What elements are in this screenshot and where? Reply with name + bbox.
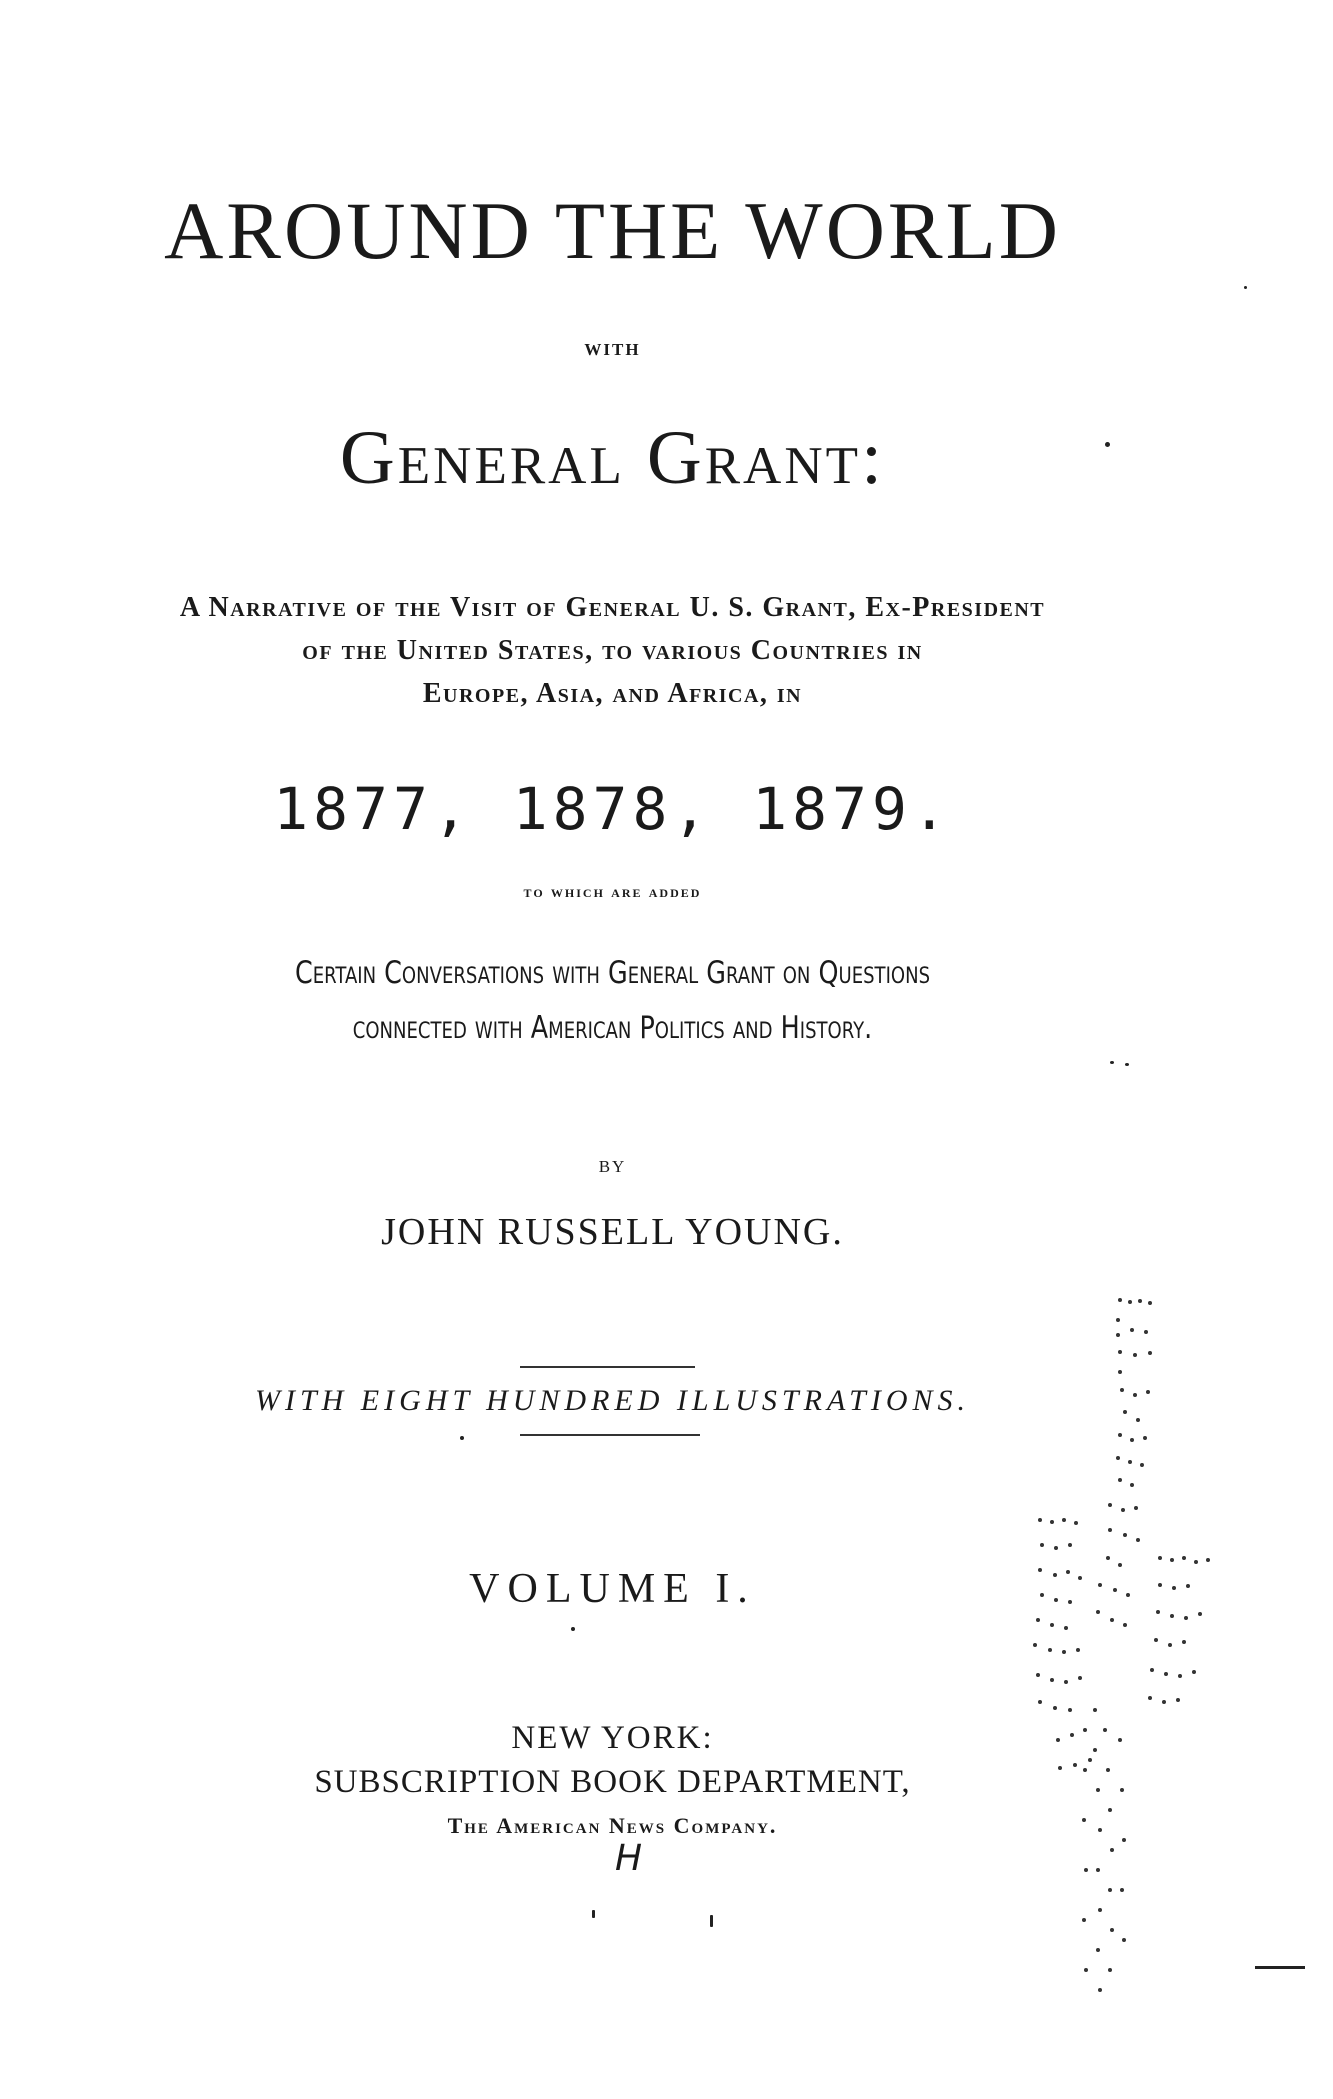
subtitle-line-3: Europe, Asia, and Africa, in — [422, 678, 803, 709]
years: 1877, 1878, 1879. — [273, 775, 952, 843]
volume-label: VOLUME I. — [469, 1566, 756, 1612]
stamp-column-4 — [1082, 1708, 1126, 1992]
with-connector: WITH — [584, 340, 641, 359]
speck-5 — [1110, 1061, 1114, 1064]
rule-bottom — [520, 1434, 700, 1436]
conversation-line-1: Certain Conversations with General Grant on Questions — [294, 955, 931, 991]
speck-8 — [710, 1915, 713, 1927]
main-title: AROUND THE WORLD — [164, 185, 1061, 276]
subtitle-line-2: of the United States, to various Countries in — [302, 635, 923, 666]
speck-1 — [1105, 442, 1110, 447]
publisher-department: SUBSCRIPTION BOOK DEPARTMENT, — [314, 1764, 911, 1800]
added-intro: to which are added — [523, 882, 702, 901]
stamp-column-2 — [1033, 1518, 1092, 1770]
publisher-company: The American News Company. — [447, 1813, 778, 1838]
author-name: JOHN RUSSELL YOUNG. — [381, 1211, 844, 1253]
main-title-subject: General Grant: — [339, 416, 886, 500]
perforated-library-stamp — [960, 1290, 1220, 2010]
stamp-column-3 — [1148, 1556, 1210, 1704]
publisher-city: NEW YORK: — [511, 1720, 714, 1756]
by-label: BY — [598, 1157, 627, 1176]
speck-9 — [592, 1910, 595, 1918]
stamp-column-1 — [1096, 1298, 1152, 1627]
subtitle-line-1: A Narrative of the Visit of General U. S. Grant, Ex-President — [179, 592, 1046, 623]
conversation-line-2: connected with American Politics and History. — [352, 1010, 873, 1046]
handwritten-mark: H — [615, 1838, 643, 1879]
speck-3 — [460, 1436, 464, 1440]
speck-7 — [1255, 1966, 1305, 1969]
rule-top — [520, 1366, 695, 1368]
speck-6 — [1125, 1063, 1129, 1066]
speck-2 — [1244, 286, 1247, 289]
speck-4 — [571, 1627, 575, 1631]
illustrations-note: WITH EIGHT HUNDRED ILLUSTRATIONS. — [254, 1384, 971, 1417]
